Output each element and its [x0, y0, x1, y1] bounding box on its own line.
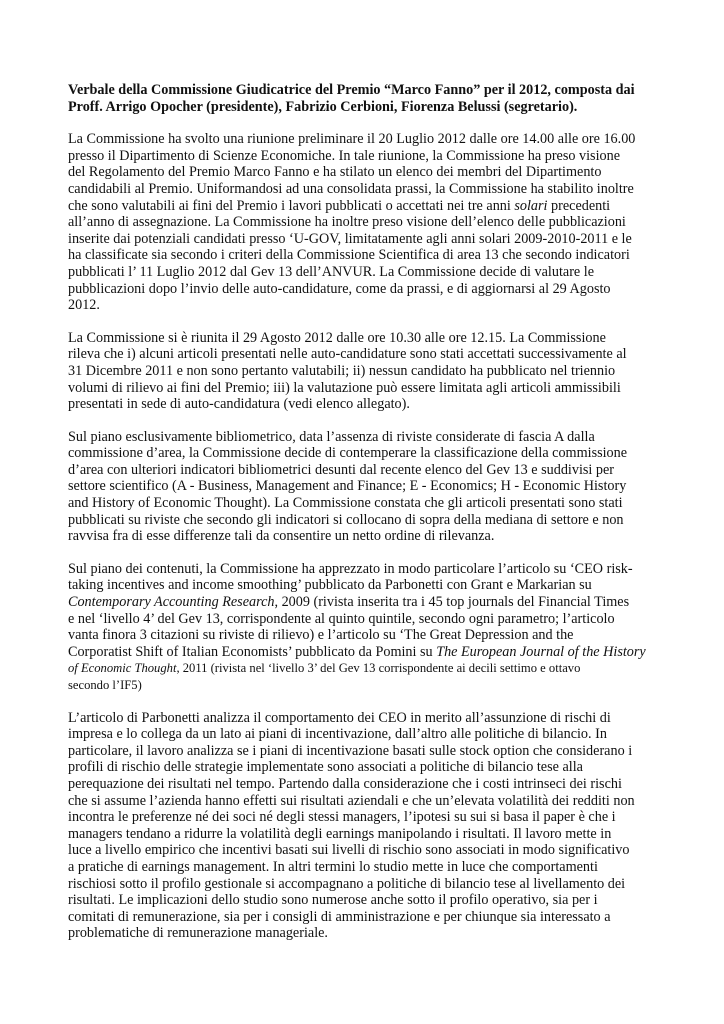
text-line: presentati in sede di auto-candidatura (vedi elenco allegato).	[68, 396, 410, 413]
text-line: rileva che i) alcuni articoli presentati nelle auto-candidature sono stati accettati successivamente al	[68, 346, 627, 363]
text-line: secondo l’IF5)	[68, 678, 142, 692]
text-segment: Corporatist Shift of Italian Economists’ pubblicato da Pomini su	[68, 643, 437, 660]
text-segment: , 2009 (rivista inserita tra i 45 top journals del Financial Times	[274, 594, 630, 611]
text-line	[68, 644, 656, 661]
text-line: profili di rischio delle strategie implementate sono associati a politiche di bilancio tese alla	[68, 759, 583, 776]
text-line: che si assume l’azienda hanno effetti sui risultati aziendali e che un’elevata volatilità dei redditi non	[68, 792, 635, 809]
text-line: perequazione dei risultati nel tempo. Partendo dalla considerazione che i costi intrinseci dei rischi	[68, 775, 622, 792]
journal-title: The European Journal of the History	[436, 643, 646, 660]
text-line	[68, 660, 656, 677]
text-line: 2012.	[68, 297, 100, 314]
journal-title: Contemporary Accounting Research	[68, 594, 275, 611]
text-line: rischiosi sotto il profilo gestionale si accompagnano a politiche di bilancio tese al livellamento dei	[68, 875, 626, 892]
text-line: L’articolo di Parbonetti analizza il comportamento dei CEO in merito all’assunzione di rischi di	[68, 709, 611, 726]
text-line: Sul piano dei contenuti, la Commissione ha apprezzato in modo particolare l’articolo su ‘CEO risk-	[68, 560, 633, 577]
text-line: all’anno di assegnazione. La Commissione ha inoltre preso visione dell’elenco delle pubblicazioni	[68, 214, 626, 231]
paragraph-bibliometric	[68, 429, 656, 545]
paragraph-second-meeting	[68, 330, 656, 413]
text-segment: , 2011 (rivista nel ‘livello 3’ del Gev 13 corrispondente ai decili settimo e ottavo	[176, 661, 581, 676]
text-line: pubblicazioni dopo l’invio delle auto-candidature, come da prassi, e di aggiornarsi al 29 Agosto	[68, 280, 611, 297]
text-line: La Commissione si è riunita il 29 Agosto 2012 dalle ore 10.30 alle ore 12.15. La Commissione	[68, 329, 606, 346]
text-line: a pratiche di earnings management. In altri termini lo studio mette in luce che comportamenti	[68, 858, 598, 875]
text-line: settore scientifico (A - Business, Management and Finance; E - Economics; H - Economic History	[68, 478, 627, 495]
text-line: risultati. Le implicazioni dello studio sono numerose anche sotto il profilo operativo, sia per i	[68, 892, 598, 909]
text-line: e nel ‘livello 4’ del Gev 13, corrispondente al quinto quintile, secondo ogni parametro; l’articolo	[68, 610, 615, 627]
title-line: Proff. Arrigo Opocher (presidente), Fabrizio Cerbioni, Fiorenza Belussi (segretario).	[68, 98, 578, 115]
text-line: ravvisa fra di esse differenze tali da consentire un netto ordine di rilevanza.	[68, 528, 495, 545]
text-line: pubblicati l’ 11 Luglio 2012 dal Gev 13 dell’ANVUR. La Commissione decide di valutare le	[68, 263, 595, 280]
text-line: particolare, il lavoro analizza se i piani di incentivazione basati sulle stock option che considerano i	[68, 742, 633, 759]
text-line: candidabili al Premio. Uniformandosi ad una consolidata prassi, la Commissione ha stabilito inoltre	[68, 180, 634, 197]
text-line: luce a livello empirico che incentivi basati sui livelli di rischio sono associati in modo significativo	[68, 842, 630, 859]
text-line: ha classificate sia secondo i criteri della Commissione Scientifica di area 13 che secondo indicatori	[68, 247, 630, 264]
text-segment: precedenti	[547, 197, 611, 214]
text-line: impresa e lo collega da un lato ai piani di incentivazione, dall’altro alle politiche di bilancio. In	[68, 726, 607, 743]
text-line	[68, 198, 656, 215]
paragraph-preliminary-meeting	[68, 131, 656, 314]
text-line: del Regolamento del Premio Marco Fanno e ha stilato un elenco dei membri del Dipartimento	[68, 164, 602, 181]
text-line: comitati di remunerazione, sia per i consigli di amministrazione e per chiunque sia interessato a	[68, 908, 611, 925]
text-line: taking incentives and income smoothing’ pubblicato da Parbonetti con Grant e Markarian su	[68, 577, 592, 594]
text-segment: che sono valutabili ai fini del Premio i lavori pubblicati o accettati nei tre anni	[68, 197, 515, 214]
text-line	[68, 594, 656, 611]
paragraph-parbonetti-analysis	[68, 710, 656, 942]
italic-text: solari	[514, 197, 548, 214]
text-line: La Commissione ha svolto una riunione preliminare il 20 Luglio 2012 dalle ore 14.00 alle ore 16.00	[68, 131, 636, 148]
text-line: problematiche di remunerazione manageriale.	[68, 925, 328, 942]
paragraph-contents	[68, 561, 656, 694]
text-line: vanta finora 3 citazioni su riviste di rilievo) e l’articolo su ‘The Great Depression and the	[68, 627, 574, 644]
text-line: inserite dai potenziali candidati presso ‘U-GOV, limitatamente agli anni solari 2009-2010-2011 e le	[68, 230, 632, 247]
title-line: Verbale della Commissione Giudicatrice del Premio “Marco Fanno” per il 2012, composta dai	[68, 82, 635, 98]
text-line: presso il Dipartimento di Scienze Economiche. In tale riunione, la Commissione ha preso visione	[68, 147, 621, 164]
text-line: commissione d’area, la Commissione decide di contemperare la classificazione della commissione	[68, 445, 628, 462]
text-line: Sul piano esclusivamente bibliometrico, data l’assenza di riviste considerate di fascia A dalla	[68, 428, 595, 445]
text-line: d’area con ulteriori indicatori bibliometrici desunti dal recente elenco del Gev 13 e suddivisi per	[68, 461, 615, 478]
text-line: incontra le preferenze né dei soci né degli stessi managers, l’ipotesi su sui si basa il paper è che i	[68, 809, 616, 826]
text-line: 31 Dicembre 2011 e non sono pertanto valutabili; ii) nessun candidato ha pubblicato nel triennio	[68, 362, 616, 379]
document-title	[68, 82, 656, 115]
text-line: and History of Economic Thought). La Commissione constata che gli articoli presentati sono stati	[68, 495, 623, 512]
text-line: managers tendano a ridurre la volatilità degli earnings manipolando i risultati. Il lavoro mette in	[68, 825, 612, 842]
text-line: pubblicati su riviste che secondo gli indicatori si collocano di sopra della mediana di settore e non	[68, 511, 624, 528]
journal-title: of Economic Thought	[68, 661, 177, 676]
text-line: volumi di rilievo ai fini del Premio; iii) la valutazione può essere limitata agli articoli ammissibili	[68, 379, 621, 396]
